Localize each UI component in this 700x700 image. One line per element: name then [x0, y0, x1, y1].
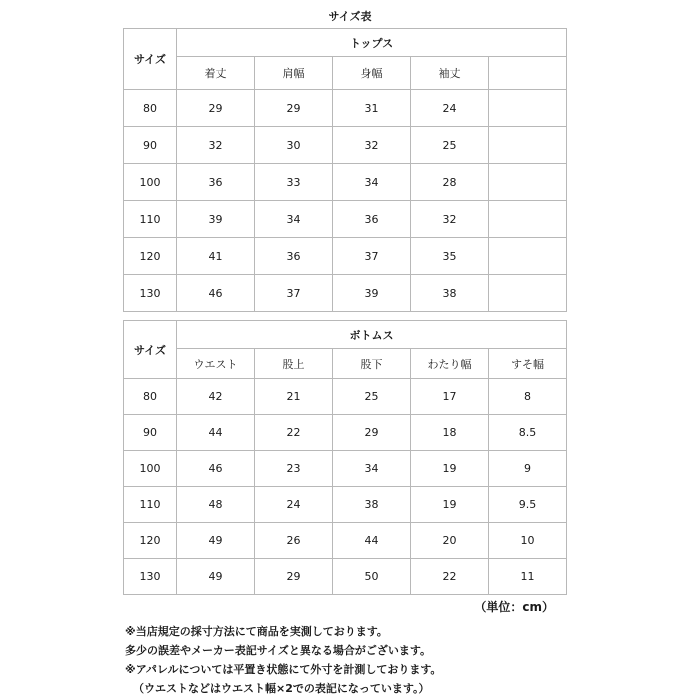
value-cell: 50: [333, 559, 411, 595]
table-row: [124, 451, 567, 487]
value-cell: 22: [411, 559, 489, 595]
column-header: 袖丈: [411, 57, 489, 90]
bottoms-size-table: [123, 320, 567, 595]
value-cell: 36: [255, 238, 333, 275]
column-header: ウエスト: [177, 349, 255, 379]
value-cell: 21: [255, 379, 333, 415]
value-cell: 9.5: [489, 487, 567, 523]
value-cell: 25: [411, 127, 489, 164]
value-cell: 32: [177, 127, 255, 164]
value-cell: 46: [177, 275, 255, 312]
value-cell: 49: [177, 523, 255, 559]
table-row: [124, 275, 567, 312]
table-row: [124, 201, 567, 238]
value-cell: 38: [411, 275, 489, 312]
size-cell: 80: [124, 90, 177, 127]
value-cell: 46: [177, 451, 255, 487]
value-cell: 41: [177, 238, 255, 275]
table-row: [124, 238, 567, 275]
size-cell: 130: [124, 559, 177, 595]
note-line: ※アパレルについては平置き状態にて外寸を計測しております。: [125, 663, 442, 676]
tops-group-header: トップス: [177, 29, 567, 57]
size-cell: 110: [124, 487, 177, 523]
value-cell: 32: [411, 201, 489, 238]
page-title: サイズ表: [328, 10, 372, 23]
value-cell: [489, 201, 567, 238]
column-header: 着丈: [177, 57, 255, 90]
bottoms-group-header: ボトムス: [177, 321, 567, 349]
size-cell: 80: [124, 379, 177, 415]
unit-label: （単位：cm）: [474, 600, 554, 614]
table-row: [124, 415, 567, 451]
value-cell: [489, 164, 567, 201]
column-header: 身幅: [333, 57, 411, 90]
value-cell: 25: [333, 379, 411, 415]
note-line: 多少の誤差やメーカー表記サイズと異なる場合がございます。: [125, 644, 432, 657]
size-cell: 120: [124, 523, 177, 559]
value-cell: 37: [333, 238, 411, 275]
column-header: 肩幅: [255, 57, 333, 90]
tops-size-table: [123, 28, 567, 312]
note-line: ※当店規定の採寸方法にて商品を実測しております。: [125, 625, 388, 638]
value-cell: 34: [255, 201, 333, 238]
value-cell: [489, 238, 567, 275]
table-row: [124, 559, 567, 595]
size-cell: 100: [124, 164, 177, 201]
column-header: すそ幅: [489, 349, 567, 379]
value-cell: 20: [411, 523, 489, 559]
value-cell: 17: [411, 379, 489, 415]
value-cell: 9: [489, 451, 567, 487]
value-cell: 48: [177, 487, 255, 523]
value-cell: 26: [255, 523, 333, 559]
value-cell: [489, 127, 567, 164]
value-cell: 32: [333, 127, 411, 164]
value-cell: 28: [411, 164, 489, 201]
size-cell: 90: [124, 127, 177, 164]
size-cell: 110: [124, 201, 177, 238]
value-cell: 34: [333, 164, 411, 201]
value-cell: [489, 90, 567, 127]
value-cell: 39: [333, 275, 411, 312]
value-cell: 29: [255, 559, 333, 595]
value-cell: 10: [489, 523, 567, 559]
column-header: [489, 57, 567, 90]
table-row: [124, 90, 567, 127]
value-cell: 35: [411, 238, 489, 275]
size-cell: 90: [124, 415, 177, 451]
column-header: 股下: [333, 349, 411, 379]
value-cell: 8: [489, 379, 567, 415]
value-cell: 29: [333, 415, 411, 451]
value-cell: 44: [333, 523, 411, 559]
size-cell: 100: [124, 451, 177, 487]
value-cell: 34: [333, 451, 411, 487]
note-line: （ウエストなどはウエスト幅×2での表記になっています。）: [133, 682, 430, 695]
value-cell: 36: [333, 201, 411, 238]
value-cell: 24: [255, 487, 333, 523]
value-cell: 37: [255, 275, 333, 312]
size-cell: 130: [124, 275, 177, 312]
value-cell: 22: [255, 415, 333, 451]
value-cell: 44: [177, 415, 255, 451]
value-cell: 36: [177, 164, 255, 201]
value-cell: 29: [177, 90, 255, 127]
value-cell: 49: [177, 559, 255, 595]
table-row: [124, 164, 567, 201]
value-cell: 38: [333, 487, 411, 523]
value-cell: 8.5: [489, 415, 567, 451]
value-cell: 30: [255, 127, 333, 164]
value-cell: 11: [489, 559, 567, 595]
value-cell: 39: [177, 201, 255, 238]
value-cell: 23: [255, 451, 333, 487]
column-header: わたり幅: [411, 349, 489, 379]
table-row: [124, 379, 567, 415]
size-header: サイズ: [124, 321, 177, 379]
notes: [125, 622, 685, 698]
value-cell: 33: [255, 164, 333, 201]
value-cell: 31: [333, 90, 411, 127]
value-cell: 19: [411, 487, 489, 523]
table-row: [124, 523, 567, 559]
table-row: [124, 127, 567, 164]
value-cell: 42: [177, 379, 255, 415]
table-row: [124, 487, 567, 523]
value-cell: 29: [255, 90, 333, 127]
column-header: 股上: [255, 349, 333, 379]
value-cell: 18: [411, 415, 489, 451]
size-header: サイズ: [124, 29, 177, 90]
value-cell: 24: [411, 90, 489, 127]
value-cell: 19: [411, 451, 489, 487]
value-cell: [489, 275, 567, 312]
size-cell: 120: [124, 238, 177, 275]
